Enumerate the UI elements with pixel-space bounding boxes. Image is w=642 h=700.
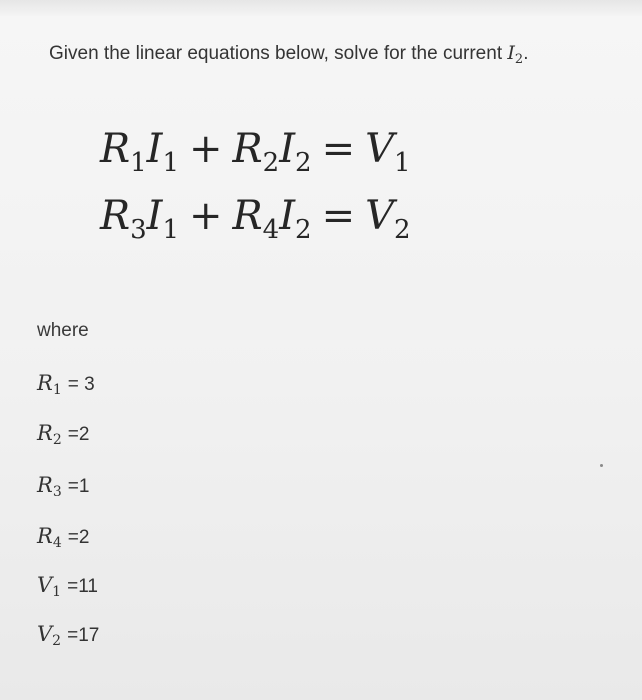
eq2-rhs-v2: $V_2$ [365,193,411,245]
eq2-plus: + [189,193,223,239]
question-period: . [523,43,529,64]
where-label: where [37,320,89,341]
param-v1-value: =11 [67,576,98,597]
param-v2-value: =17 [67,625,100,646]
equation-1 [100,126,411,178]
param-v2: $V_2 =17$ [37,622,100,649]
param-r4: $R_4 =2$ [37,524,90,551]
question-text [49,42,528,65]
param-v1: $V_1 =11$ [37,573,98,600]
eq1-term-i1: $I_1$ [146,126,180,178]
eq1-term-r2: $R_2$ [232,126,280,178]
question-variable: $I_2$ [507,42,524,67]
param-r2: $R_2 =2$ [37,421,90,448]
question-prompt: Given the linear equations below, solve for the current [49,43,503,64]
eq1-term-r1: $R_1$ [100,126,147,178]
param-r1-value: = 3 [67,374,95,395]
param-r1: $R_1 = 3$ [37,371,95,398]
eq2-term-i2: $I_2$ [279,193,312,245]
eq2-term-r4: $R_4$ [232,193,280,245]
eq2-term-r3: $R_3$ [100,193,147,245]
eq1-term-i2: $I_2$ [279,126,312,178]
param-r4-value: =2 [67,527,90,548]
equation-2 [100,193,411,245]
paper-speck [600,464,603,467]
eq1-equals: = [321,126,356,172]
param-r3: $R_3 =1$ [37,473,90,500]
param-r3-value: =1 [67,476,90,497]
eq1-rhs-v1: $V_1$ [365,126,411,178]
param-r2-value: =2 [67,424,90,445]
top-edge-shadow [0,0,642,16]
eq2-term-i1: $I_1$ [146,193,180,245]
eq1-plus: + [189,126,223,172]
eq2-equals: = [321,193,356,239]
